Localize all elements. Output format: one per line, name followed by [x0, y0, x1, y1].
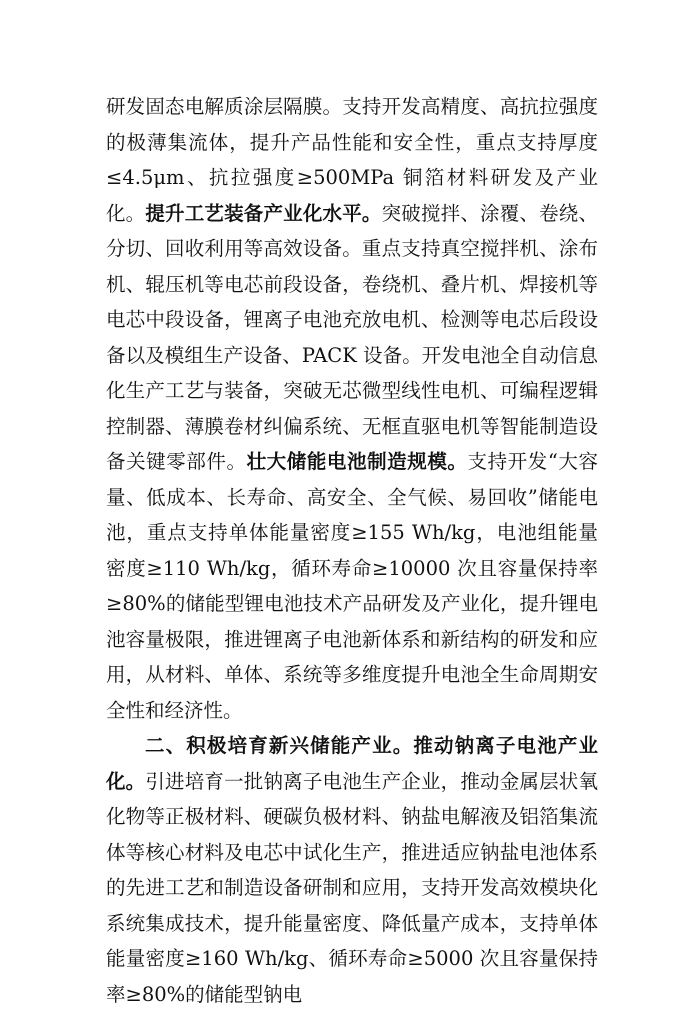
paragraph-text: 引进培育一批钠离子电池生产企业，推动金属层状氧化物等正极材料、硬碳负极材料、钠盐电解液及铝箔集流体等核心材料及电芯中试化生产，推进适应钠盐电池体系的先进工艺和制造设备研制和应用，支持开发高效模块化系统集成技术，提升能量密度、降低量产成本，支持单体能量密度≥160 Wh/kg、循环寿命≥5000 次且容量保持率≥80%的储能型钠电 [106, 769, 598, 1006]
bold-heading-storage-battery-scale: 壮大储能电池制造规模。 [246, 450, 468, 473]
paragraph-text: 突破搅拌、涂覆、卷绕、分切、回收利用等高效设备。重点支持真空搅拌机、涂布机、辊压机等电芯前段设备，卷绕机、叠片机、焊接机等电芯中段设备，锂离子电池充放电机、检测等电芯后段设备以及模组生产设备、PACK 设备。开发电池全自动信息化生产工艺与装备，突破无芯微型线性电机、可编程逻辑控制器、薄膜卷材纠偏系统、无框直驱电机等智能制造设备关键零部件。 [106, 201, 598, 473]
paragraph-text: 支持开发“大容量、低成本、长寿命、高安全、全气候、易回收”储能电池，重点支持单体能量密度≥155 Wh/kg，电池组能量密度≥110 Wh/kg，循环寿命≥10000 次且容量保持率≥80%的储能型锂电池技术产品研发及产业化，提升锂电池容量极限，推进锂离子电池新体系和新结构的研发和应用，从材料、单体、系统等多维度提升电池全生命周期安全性和经济性。 [106, 450, 598, 722]
section-heading-sodium-ion: 二、积极培育新兴储能产业。推动钠离子电池产业化。 [106, 734, 598, 793]
bold-heading-process-equipment: 提升工艺装备产业化水平。 [145, 201, 382, 225]
paragraph-text: 研发固态电解质涂层隔膜。支持开发高精度、高抗拉强度的极薄集流体，提升产品性能和安全性，重点支持厚度≤4.5μm、抗拉强度≥500MPa 铜箔材料研发及产业化。 [106, 95, 598, 225]
paragraph-sodium-ion-industry [106, 728, 598, 1012]
document-body [106, 89, 598, 1012]
paragraph-battery-materials-and-equipment [106, 89, 598, 728]
